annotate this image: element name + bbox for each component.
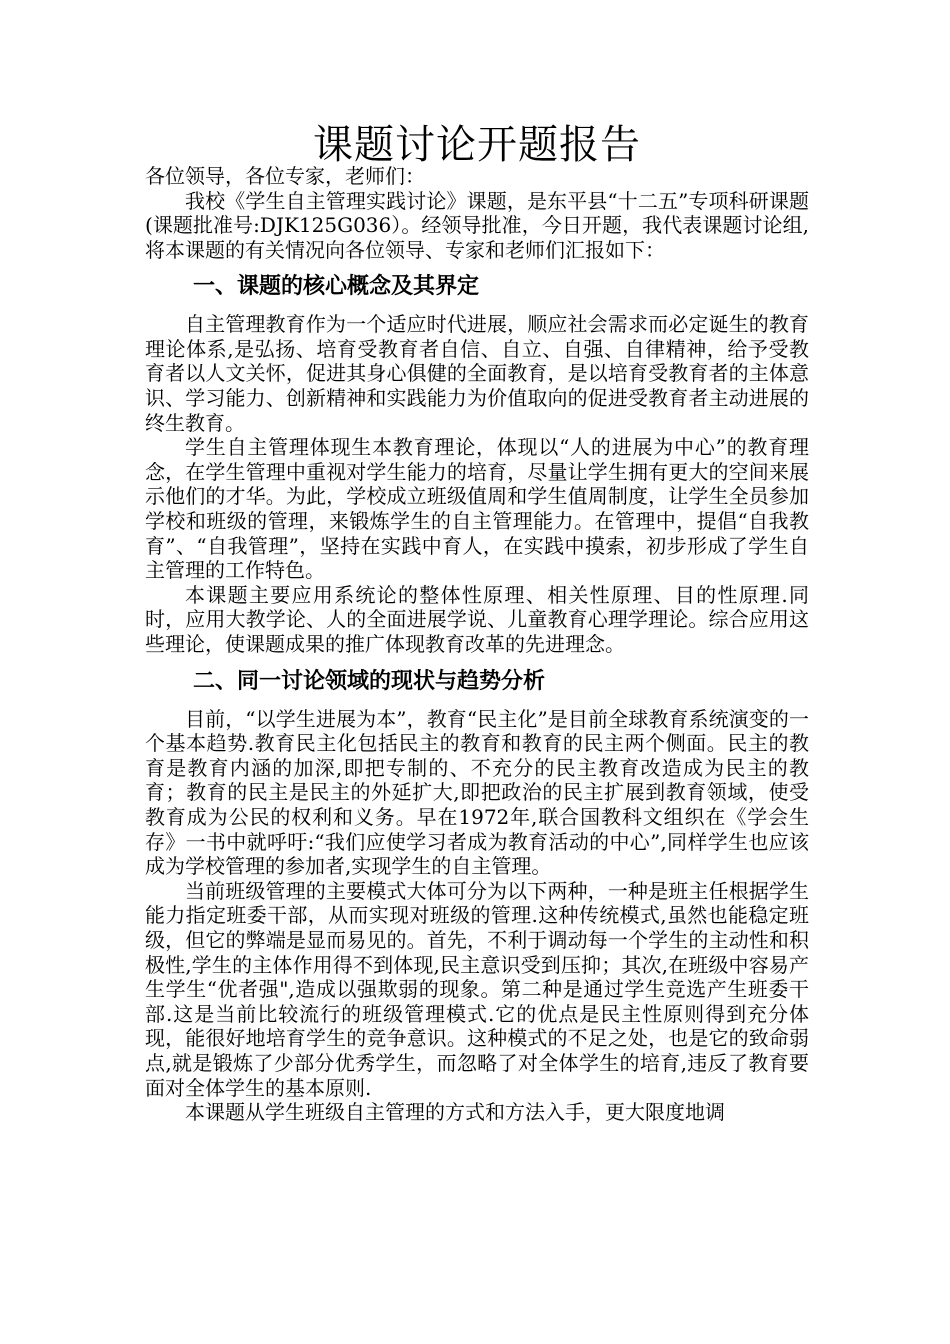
section-2-paragraph-3: 本课题从学生班级自主管理的方式和方法入手，更大限度地调 — [185, 1100, 725, 1125]
greeting-line: 各位领导，各位专家，老师们： — [145, 164, 425, 188]
section-1-paragraph-2: 学生自主管理体现生本教育理论，体现以“人的进展为中心”的教育理念，在学生管理中重视对学生能力的培育，尽量让学生拥有更大的空间来展示他们的才华。为此，学校成立班级值周和学生值周制度，让学生全员参加学校和班级的管理，来锻炼学生的自主管理能力。在管理中，提倡“自我教育”、“自我管理”，坚持在实践中育人，在实践中摸索，初步形成了学生自主管理的工作特色。 — [145, 435, 809, 583]
document-title: 课题讨论开题报告 — [313, 122, 641, 168]
intro-paragraph: 我校《学生自主管理实践讨论》课题，是东平县“十二五”专项科研课题(课题批准号:DJK125G036）。经领导批准，今日开题，我代表课题讨论组,将本课题的有关情况向各位领导、专家和老师们汇报如下： — [145, 188, 809, 262]
section-2-paragraph-1: 目前，“以学生进展为本”，教育“民主化”是目前全球教育系统演变的一个基本趋势.教育民主化包括民主的教育和教育的民主两个侧面。民主的教育是教育内涵的加深,即把专制的、不充分的民主教育改造成为民主的教育；教育的民主是民主的外延扩大,即把政治的民主扩展到教育领域，使受教育成为公民的权利和义务。早在1972年,联合国教科文组织在《学会生存》一书中就呼吁:“我们应使学习者成为教育活动的中心”,同样学生也应该成为学校管理的参加者,实现学生的自主管理。 — [145, 706, 809, 879]
section-1-paragraph-3: 本课题主要应用系统论的整体性原理、相关性原理、目的性原理.同时，应用大教学论、人的全面进展学说、儿童教育心理学理论。综合应用这些理论，使课题成果的推广体现教育改革的先进理念。 — [145, 582, 809, 656]
section-2-paragraph-2: 当前班级管理的主要模式大体可分为以下两种，一种是班主任根据学生能力指定班委干部，从而实现对班级的管理.这种传统模式,虽然也能稳定班级，但它的弊端是显而易见的。首先，不利于调动每一个学生的主动性和积极性,学生的主体作用得不到体现,民主意识受到压抑；其次,在班级中容易产生学生“优者强",造成以强欺弱的现象。第二种是通过学生竞选产生班委干部.这是当前比较流行的班级管理模式.它的优点是民主性原则得到充分体现，能很好地培育学生的竞争意识。这种模式的不足之处，也是它的致命弱点,就是锻炼了少部分优秀学生，而忽略了对全体学生的培育,违反了教育要面对全体学生的基本原则. — [145, 878, 809, 1100]
section-heading-1: 一、课题的核心概念及其界定 — [193, 274, 480, 300]
section-heading-2: 二、同一讨论领域的现状与趋势分析 — [193, 668, 546, 694]
section-1-paragraph-1: 自主管理教育作为一个适应时代进展，顺应社会需求而必定诞生的教育理论体系,是弘扬、培育受教育者自信、自立、自强、自律精神，给予受教育者以人文关怀，促进其身心俱健的全面教育，是以培育受教育者的主体意识、学习能力、创新精神和实践能力为价值取向的促进受教育者主动进展的终生教育。 — [145, 312, 809, 435]
document-body — [145, 118, 809, 1125]
